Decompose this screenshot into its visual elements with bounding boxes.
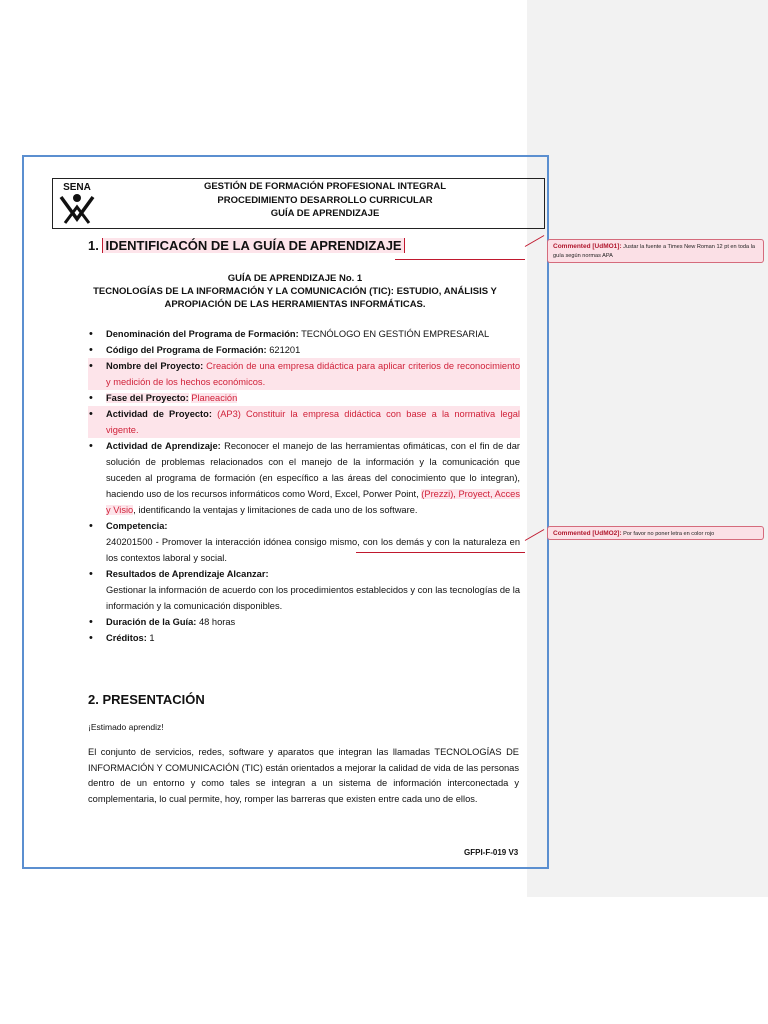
guide-title-line-1: TECNOLOGÍAS DE LA INFORMACIÓN Y LA COMUNICACIÓN (TIC): ESTUDIO, ANÁLISIS Y bbox=[93, 286, 497, 297]
comment-1-connector bbox=[395, 259, 525, 260]
list-item-phase: • Fase del Proyecto: Planeación bbox=[88, 390, 520, 406]
section-2-heading bbox=[88, 692, 205, 707]
guide-number: GUÍA DE APRENDIZAJE No. 1 bbox=[227, 273, 363, 284]
comment-2[interactable]: Commented [UdMO2]: Por favor no poner letra en color rojo bbox=[547, 526, 764, 540]
list-item-credits: • Créditos: 1 bbox=[88, 630, 520, 646]
identification-list bbox=[88, 326, 520, 646]
comment-2-connector bbox=[356, 552, 525, 553]
header-line-1: GESTIÓN DE FORMACIÓN PROFESIONAL INTEGRAL bbox=[203, 181, 447, 192]
document-code: GFPI-F-019 V3 bbox=[464, 848, 519, 857]
section-1-title[interactable]: IDENTIFICACÓN DE LA GUÍA DE APRENDIZAJE bbox=[102, 238, 404, 253]
section-2-title: PRESENTACIÓN bbox=[102, 692, 205, 707]
section-1-number: 1. bbox=[88, 238, 99, 253]
section-2-number: 2. bbox=[88, 692, 99, 707]
sena-logo-text: SENA bbox=[63, 182, 91, 193]
sena-logo bbox=[55, 181, 99, 227]
comments-margin-pane bbox=[527, 0, 768, 897]
comment-1[interactable]: Commented [UdMO1]: Justar la fuente a Times New Roman 12 pt en toda la guía según normas APA bbox=[547, 239, 764, 263]
greeting: ¡Estimado aprendiz! bbox=[88, 722, 164, 732]
list-item-learning-activity: • Actividad de Aprendizaje: Reconocer el manejo de las herramientas ofimáticas, con el fin de dar solución de problemas relacionados con el manejo de la información y la comunicación que suceden al programa de formación (en específico a las áreas del conocimiento que lo integran), haciendo uso de los recursos informáticos como Word, Excel, Porwer Point, (Prezzi), Proyect, Acces y Visio, identificando la ventajas y limitaciones de cada uno de los software. bbox=[88, 438, 520, 518]
list-item-project: • Nombre del Proyecto: Creación de una empresa didáctica para aplicar criterios de reconocimiento y medición de los hechos económicos. bbox=[88, 358, 520, 390]
red-text-highlight[interactable]: (Prezzi), Proyect, Acces y Visio bbox=[106, 489, 520, 515]
presentation-paragraph: El conjunto de servicios, redes, software y aparatos que integran las llamadas TECNOLOGÍAS DE INFORMACIÓN Y COMUNICACIÓN (TIC) están orientados a mejorar la calidad de vida de las personas dentro de un entorno y como tales se integran a un sistema de información interconectada y complementaria, lo cual permite, hoy, romper las barreras que existen entre cada uno de ellos. bbox=[88, 747, 519, 804]
section-1-heading bbox=[88, 238, 405, 253]
guide-title-line-2: APROPIACIÓN DE LAS HERRAMIENTAS INFORMÁTICAS. bbox=[164, 299, 426, 310]
list-item-results: • Resultados de Aprendizaje Alcanzar: Gestionar la información de acuerdo con los procedimientos establecidos y con las tecnologías de la información y la comunicación disponibles. bbox=[88, 566, 520, 614]
list-item-competence: • Competencia: 240201500 - Promover la interacción idónea consigo mismo, con los demás y con la naturaleza en los contextos laboral y social. bbox=[88, 518, 520, 566]
header-line-3: GUÍA DE APRENDIZAJE bbox=[270, 208, 380, 219]
list-item-program: • Denominación del Programa de Formación: TECNÓLOGO EN GESTIÓN EMPRESARIAL bbox=[88, 326, 520, 342]
guide-title-block bbox=[90, 272, 500, 311]
header-title bbox=[110, 180, 540, 221]
list-item-duration: • Duración de la Guía: 48 horas bbox=[88, 614, 520, 630]
list-item-project-activity: • Actividad de Proyecto: (AP3) Constituir la empresa didáctica con base a la normativa legal vigente. bbox=[88, 406, 520, 438]
header-line-2: PROCEDIMIENTO DESARROLLO CURRICULAR bbox=[217, 194, 433, 206]
list-item-code: • Código del Programa de Formación: 621201 bbox=[88, 342, 520, 358]
